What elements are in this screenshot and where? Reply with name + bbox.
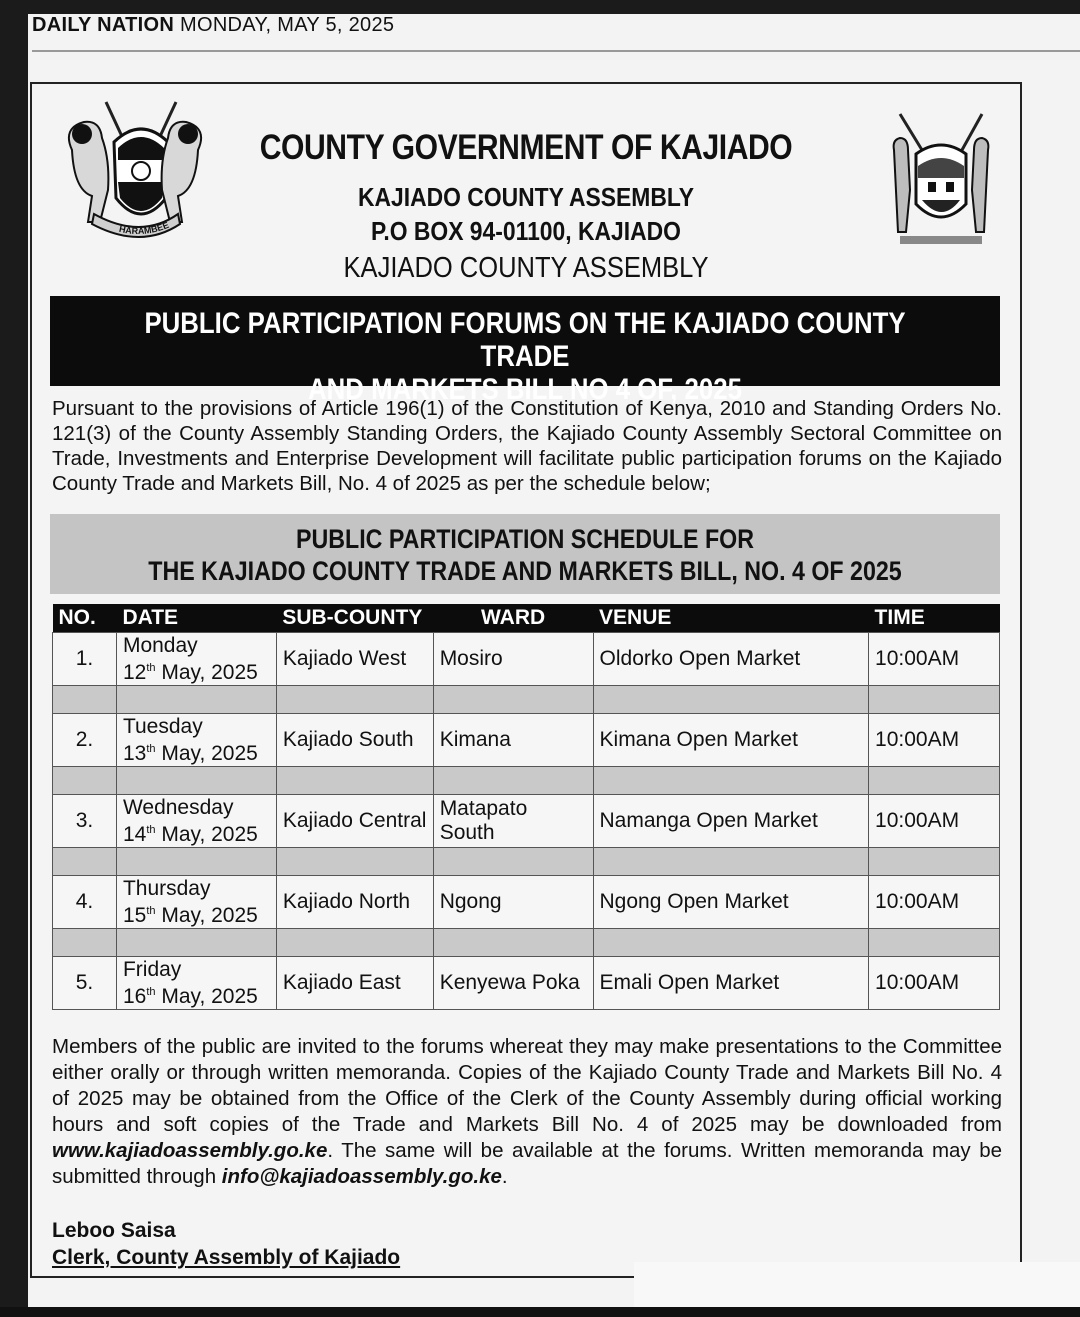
schedule-title-1: PUBLIC PARTICIPATION SCHEDULE FOR bbox=[296, 524, 754, 554]
row-date-suffix: th bbox=[146, 905, 156, 917]
row-day: Tuesday bbox=[122, 715, 203, 738]
row-time: 10:00AM bbox=[869, 957, 1000, 1010]
table-row bbox=[53, 714, 1000, 767]
closing-text-1: Members of the public are invited to the forums whereat they may make presentations to the Committee either orally or through written memoranda. Copies of the Kajiado County Trade and Markets Bill No. 4 of 2025 may be obtained from the Office of the Clerk of the County Assembly during official working hours and soft copies of the Trade and Markets Bill No. 4 of 2025 may be downloaded from bbox=[52, 1035, 1002, 1136]
assembly-name-secondary: KAJIADO COUNTY ASSEMBLY bbox=[343, 252, 709, 284]
row-time: 10:00AM bbox=[869, 795, 1000, 848]
website-link[interactable]: www.kajiadoassembly.go.ke bbox=[52, 1139, 328, 1162]
table-row bbox=[53, 876, 1000, 929]
schedule-table bbox=[52, 604, 1000, 1010]
row-date bbox=[116, 876, 276, 929]
row-date-rest: May, 2025 bbox=[161, 742, 258, 765]
row-time: 10:00AM bbox=[869, 633, 1000, 686]
table-header-row bbox=[53, 604, 1000, 633]
table-spacer-row bbox=[53, 686, 1000, 714]
row-no: 1. bbox=[53, 633, 117, 686]
public-notice-advert bbox=[30, 82, 1022, 1278]
row-date-suffix: th bbox=[146, 743, 156, 755]
row-day: Friday bbox=[122, 958, 182, 981]
row-venue: Oldorko Open Market bbox=[593, 633, 869, 686]
row-ward: Ngong bbox=[433, 876, 593, 929]
row-day: Wednesday bbox=[122, 796, 234, 819]
table-spacer-row bbox=[53, 929, 1000, 957]
row-date-number: 16 bbox=[122, 985, 147, 1008]
table-row bbox=[53, 957, 1000, 1010]
row-date bbox=[116, 957, 276, 1010]
row-sub-county: Kajiado West bbox=[276, 633, 433, 686]
row-date-number: 15 bbox=[122, 904, 147, 927]
row-date-number: 14 bbox=[122, 823, 147, 846]
row-date-rest: May, 2025 bbox=[161, 904, 258, 927]
row-sub-county: Kajiado Central bbox=[276, 795, 433, 848]
row-date-rest: May, 2025 bbox=[161, 661, 258, 684]
row-sub-county: Kajiado South bbox=[276, 714, 433, 767]
blank-corner-block bbox=[634, 1262, 1080, 1307]
row-no: 4. bbox=[53, 876, 117, 929]
schedule-title-2: THE KAJIADO COUNTY TRADE AND MARKETS BILL, NO. 4 OF 2025 bbox=[148, 556, 902, 586]
row-venue: Ngong Open Market bbox=[593, 876, 869, 929]
header-sub-county: SUB-COUNTY bbox=[276, 604, 433, 633]
row-date-suffix: th bbox=[146, 986, 156, 998]
row-date bbox=[116, 633, 276, 686]
table-spacer-row bbox=[53, 767, 1000, 795]
table-spacer-row bbox=[53, 848, 1000, 876]
header-no: NO. bbox=[53, 604, 117, 633]
postal-address: P.O BOX 94-01100, KAJIADO bbox=[371, 216, 681, 246]
bottom-edge-band bbox=[0, 1307, 1080, 1317]
signatory-title: Clerk, County Assembly of Kajiado bbox=[52, 1246, 401, 1269]
header-date: DATE bbox=[116, 604, 276, 633]
row-date-rest: May, 2025 bbox=[161, 985, 258, 1008]
row-date-number: 12 bbox=[122, 661, 147, 684]
banner-line-2: AND MARKETS BILL NO 4 OF, 2025 bbox=[308, 373, 742, 406]
row-date-suffix: th bbox=[146, 824, 156, 836]
notice-title-banner bbox=[50, 296, 1000, 406]
row-venue: Emali Open Market bbox=[593, 957, 869, 1010]
email-link[interactable]: info@kajiadoassembly.go.ke bbox=[221, 1165, 502, 1188]
row-time: 10:00AM bbox=[869, 714, 1000, 767]
row-day: Monday bbox=[122, 634, 198, 657]
intro-paragraph: Pursuant to the provisions of Article 196(1) of the Constitution of Kenya, 2010 and Standing Orders No. 121(3) of the County Assembly Standing Orders, the Kajiado County Assembly Sectoral Committee on Trade, Investments and Enterprise Development will facilitate public participation forums on the Kajiado County Trade and Markets Bill, No. 4 of 2025 as per the schedule below; bbox=[52, 397, 1002, 495]
row-venue: Kimana Open Market bbox=[593, 714, 869, 767]
row-date-number: 13 bbox=[122, 742, 147, 765]
row-ward: Kimana bbox=[433, 714, 593, 767]
row-date bbox=[116, 714, 276, 767]
row-date-suffix: th bbox=[146, 662, 156, 674]
header-time: TIME bbox=[869, 604, 1000, 633]
table-row bbox=[53, 795, 1000, 848]
row-time: 10:00AM bbox=[869, 876, 1000, 929]
row-no: 2. bbox=[53, 714, 117, 767]
row-no: 3. bbox=[53, 795, 117, 848]
banner-line-1: PUBLIC PARTICIPATION FORUMS ON THE KAJIADO COUNTY TRADE bbox=[144, 307, 906, 373]
masthead bbox=[32, 14, 1080, 52]
coat-of-arms-motto: HARAMBEE bbox=[118, 219, 171, 237]
row-date-rest: May, 2025 bbox=[161, 823, 258, 846]
signatory-name: Leboo Saisa bbox=[52, 1219, 176, 1242]
row-sub-county: Kajiado North bbox=[276, 876, 433, 929]
table-row bbox=[53, 633, 1000, 686]
header-venue: VENUE bbox=[593, 604, 869, 633]
schedule-heading bbox=[50, 514, 1000, 594]
row-day: Thursday bbox=[122, 877, 211, 900]
closing-text-2: . The same will be available at the forums. Written memoranda may be submitted through bbox=[52, 1139, 1002, 1188]
row-date bbox=[116, 795, 276, 848]
publication-date: MONDAY, MAY 5, 2025 bbox=[180, 14, 395, 36]
newspaper-name: DAILY NATION bbox=[32, 14, 175, 36]
row-venue: Namanga Open Market bbox=[593, 795, 869, 848]
assembly-name: KAJIADO COUNTY ASSEMBLY bbox=[357, 182, 695, 212]
closing-paragraph bbox=[52, 1034, 1002, 1190]
row-ward: Matapato South bbox=[433, 795, 593, 848]
header-ward: WARD bbox=[433, 604, 593, 633]
kajiado-county-emblem-icon bbox=[882, 110, 1000, 254]
row-ward: Kenyewa Poka bbox=[433, 957, 593, 1010]
closing-text-3: . bbox=[501, 1165, 508, 1188]
row-ward: Mosiro bbox=[433, 633, 593, 686]
row-sub-county: Kajiado East bbox=[276, 957, 433, 1010]
county-government-title: COUNTY GOVERNMENT OF KAJIADO bbox=[259, 128, 793, 167]
row-no: 5. bbox=[53, 957, 117, 1010]
